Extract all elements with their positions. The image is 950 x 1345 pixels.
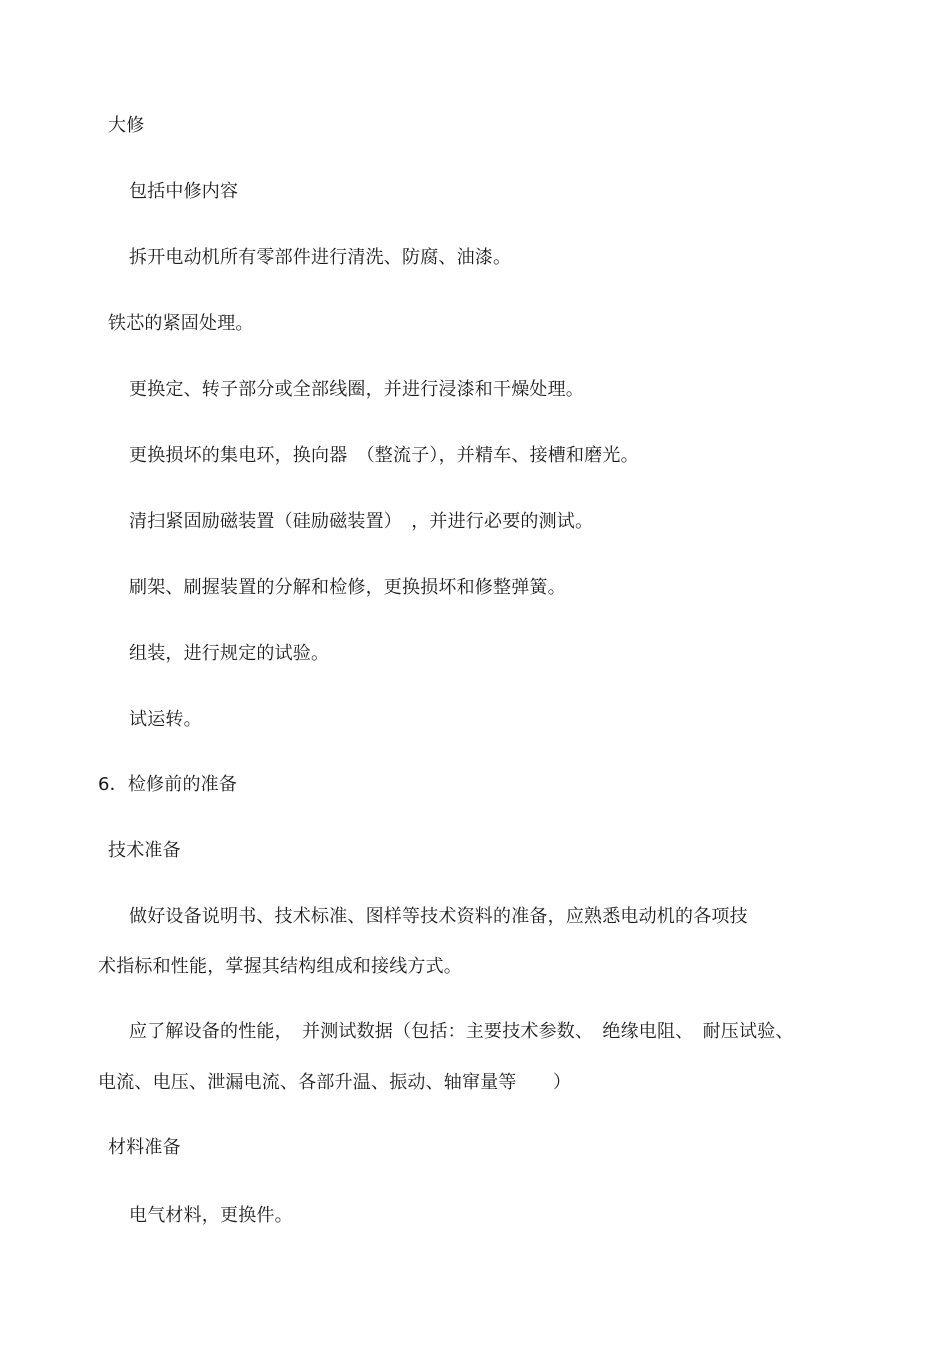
paragraph: 电气材料，更换件。 xyxy=(129,1205,293,1226)
section-heading-overhaul: 大修 xyxy=(108,115,145,136)
section-heading-preparation: 6．检修前的准备 xyxy=(98,774,238,795)
paragraph: 电流、电压、泄漏电流、各部升温、振动、轴窜量等 ） xyxy=(98,1072,572,1093)
paragraph: 刷架、刷握装置的分解和检修，更换损坏和修整弹簧。 xyxy=(129,577,566,598)
paragraph: 组装，进行规定的试验。 xyxy=(129,643,330,664)
subsection-heading-technical: 技术准备 xyxy=(108,840,181,861)
paragraph: 试运转。 xyxy=(129,709,202,730)
paragraph: 应了解设备的性能， 并测试数据（包括：主要技术参数、 绝缘电阻、 耐压试验、 xyxy=(129,1021,794,1042)
paragraph: 更换定、转子部分或全部线圈，并进行浸漆和干燥处理。 xyxy=(129,379,584,400)
paragraph: 包括中修内容 xyxy=(129,181,239,202)
paragraph: 清扫紧固励磁装置（硅励磁装置） ，并进行必要的测试。 xyxy=(129,511,594,532)
paragraph: 铁芯的紧固处理。 xyxy=(108,313,254,334)
subsection-heading-materials: 材料准备 xyxy=(108,1137,181,1158)
paragraph: 术指标和性能，掌握其结构组成和接线方式。 xyxy=(98,956,462,977)
paragraph: 拆开电动机所有零部件进行清洗、防腐、油漆。 xyxy=(129,247,512,268)
paragraph: 做好设备说明书、技术标准、图样等技术资料的准备，应熟悉电动机的各项技 xyxy=(129,906,748,927)
paragraph: 更换损坏的集电环，换向器 （整流子），并精车、接槽和磨光。 xyxy=(129,445,639,466)
